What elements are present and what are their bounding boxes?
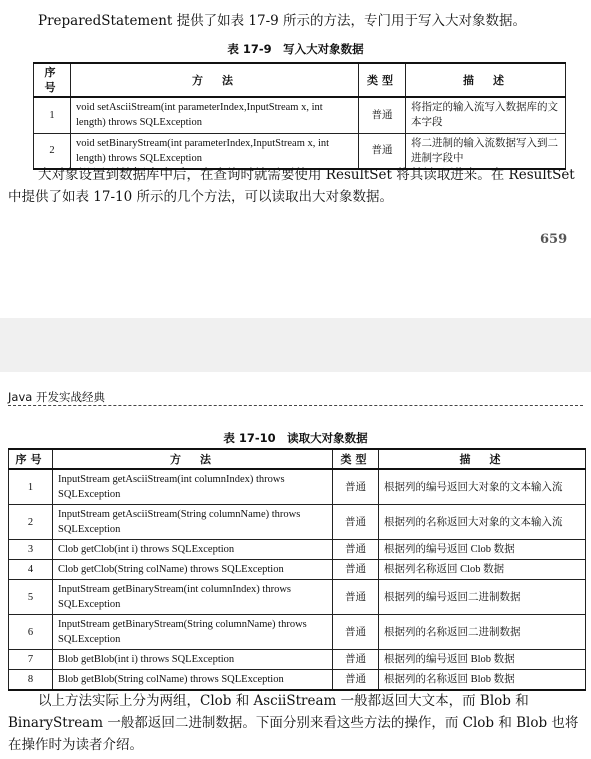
header-method: 方 法 bbox=[53, 449, 333, 469]
intro-paragraph: PreparedStatement 提供了如表 17-9 所示的方法，专门用于写入大对象数据。 bbox=[38, 13, 527, 29]
table-17-9-caption: 表 17-9 写入大对象数据 bbox=[227, 42, 364, 56]
table-17-9 bbox=[33, 62, 566, 170]
table-row bbox=[9, 560, 586, 580]
table-row bbox=[9, 650, 586, 670]
row-type: 普通 bbox=[333, 650, 379, 670]
table-17-10-caption: 表 17-10 读取大对象数据 bbox=[223, 431, 368, 445]
row-type: 普通 bbox=[359, 133, 406, 169]
header-type: 类型 bbox=[359, 63, 406, 97]
page-659 bbox=[0, 0, 591, 318]
row-no: 1 bbox=[34, 97, 71, 133]
table-row bbox=[9, 469, 586, 505]
row-method: Blob getBlob(String colName) throws SQLException bbox=[53, 670, 333, 691]
row-desc: 将指定的输入流写入数据库的文本字段 bbox=[406, 97, 566, 133]
table-row bbox=[9, 615, 586, 650]
row-type: 普通 bbox=[333, 670, 379, 691]
row-no: 2 bbox=[34, 133, 71, 169]
row-type: 普通 bbox=[333, 560, 379, 580]
row-desc: 根据列的名称返回大对象的文本输入流 bbox=[379, 505, 586, 540]
row-no: 4 bbox=[9, 560, 53, 580]
row-desc: 根据列的编号返回大对象的文本输入流 bbox=[379, 469, 586, 505]
row-no: 8 bbox=[9, 670, 53, 691]
row-method: void setBinaryStream(int parameterIndex,InputStream x, int length) throws SQLException bbox=[71, 133, 359, 169]
table-row bbox=[9, 540, 586, 560]
row-no: 5 bbox=[9, 580, 53, 615]
row-desc: 根据列的名称返回二进制数据 bbox=[379, 615, 586, 650]
row-type: 普通 bbox=[333, 540, 379, 560]
row-method: InputStream getAsciiStream(int columnIndex) throws SQLException bbox=[53, 469, 333, 505]
row-method: Blob getBlob(int i) throws SQLException bbox=[53, 650, 333, 670]
row-desc: 根据列名称返回 Clob 数据 bbox=[379, 560, 586, 580]
row-method: InputStream getBinaryStream(String columnName) throws SQLException bbox=[53, 615, 333, 650]
page-number: 659 bbox=[540, 232, 568, 247]
row-type: 普通 bbox=[359, 97, 406, 133]
table-row bbox=[9, 505, 586, 540]
row-desc: 将二进制的输入流数据写入到二进制字段中 bbox=[406, 133, 566, 169]
closing-paragraph: 以上方法实际上分为两组，Clob 和 AsciiStream 一般都返回大文本，而 Blob 和 BinaryStream 一般都返回二进制数据。下面分别来看这些方法的操作，而 Clob 和 Blob 也将在操作时为读者介绍。 bbox=[8, 693, 579, 753]
row-type: 普通 bbox=[333, 505, 379, 540]
header-method: 方 法 bbox=[71, 63, 359, 97]
row-method: InputStream getAsciiStream(String columnName) throws SQLException bbox=[53, 505, 333, 540]
header-desc: 描 述 bbox=[406, 63, 566, 97]
row-method: InputStream getBinaryStream(int columnIndex) throws SQLException bbox=[53, 580, 333, 615]
header-no: 序号 bbox=[34, 63, 71, 97]
row-desc: 根据列的编号返回 Clob 数据 bbox=[379, 540, 586, 560]
row-no: 7 bbox=[9, 650, 53, 670]
row-no: 2 bbox=[9, 505, 53, 540]
header-no: 序号 bbox=[9, 449, 53, 469]
header-rule bbox=[8, 405, 583, 406]
running-header: Java 开发实战经典 bbox=[8, 390, 105, 404]
row-no: 3 bbox=[9, 540, 53, 560]
header-desc: 描 述 bbox=[379, 449, 586, 469]
row-desc: 根据列的编号返回 Blob 数据 bbox=[379, 650, 586, 670]
row-desc: 根据列的名称返回 Blob 数据 bbox=[379, 670, 586, 691]
row-type: 普通 bbox=[333, 580, 379, 615]
table-header-row bbox=[34, 63, 566, 97]
page-gap bbox=[0, 318, 591, 372]
row-no: 1 bbox=[9, 469, 53, 505]
row-method: Clob getClob(int i) throws SQLException bbox=[53, 540, 333, 560]
row-no: 6 bbox=[9, 615, 53, 650]
row-type: 普通 bbox=[333, 469, 379, 505]
table-header-row bbox=[9, 449, 586, 469]
row-method: void setAsciiStream(int parameterIndex,InputStream x, int length) throws SQLException bbox=[71, 97, 359, 133]
row-desc: 根据列的编号返回二进制数据 bbox=[379, 580, 586, 615]
table-row bbox=[9, 670, 586, 691]
after-table-paragraph: 大对象设置到数据库中后，在查询时就需要使用 ResultSet 将其读取进来。在 ResultSet 中提供了如表 17-10 所示的几个方法，可以读取出大对象数据。 bbox=[8, 167, 575, 205]
header-type: 类型 bbox=[333, 449, 379, 469]
row-type: 普通 bbox=[333, 615, 379, 650]
table-17-10 bbox=[8, 448, 586, 691]
table-row bbox=[9, 580, 586, 615]
table-row bbox=[34, 97, 566, 133]
row-method: Clob getClob(String colName) throws SQLException bbox=[53, 560, 333, 580]
